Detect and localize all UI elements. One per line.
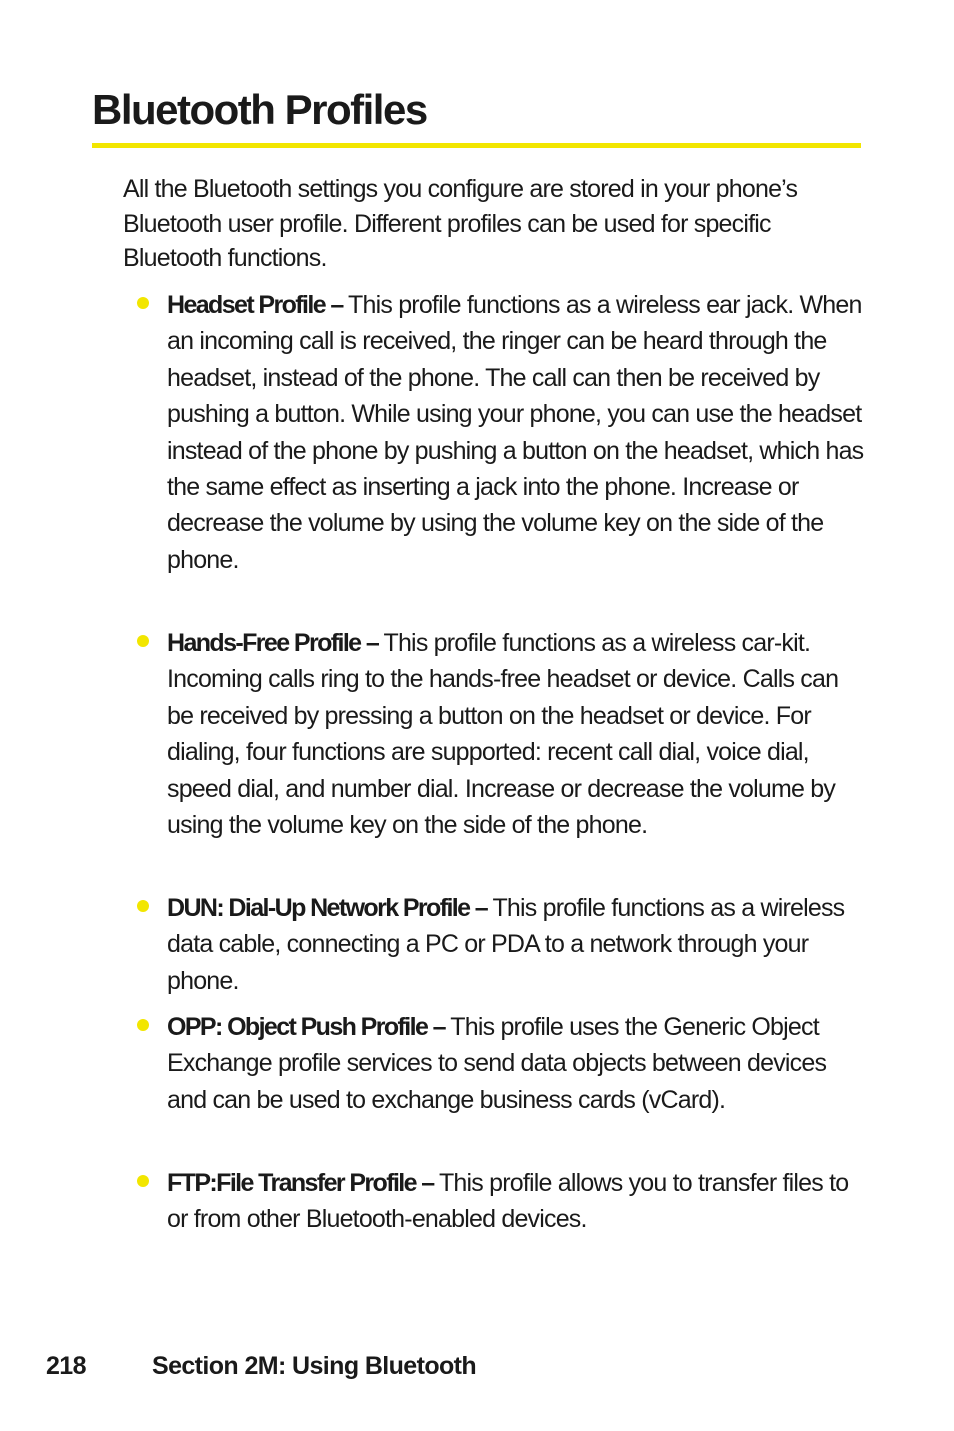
bullet-icon [137, 1175, 149, 1187]
profile-item-ftp [167, 1165, 867, 1238]
profile-description: This profile uses the Generic Object Exchange profile services to send data objects between devices and can be used to exchange business cards (vCard). [167, 1013, 827, 1114]
profile-item-headset [167, 287, 867, 578]
bullet-icon [137, 297, 149, 309]
profile-term: OPP: Object Push Profile – [167, 1013, 451, 1041]
bullet-icon [137, 635, 149, 647]
title-underline [92, 143, 861, 148]
profile-term: Hands-Free Profile – [167, 629, 384, 657]
profile-item-dun [167, 890, 867, 999]
page-footer [46, 1348, 476, 1384]
intro-paragraph: All the Bluetooth settings you configure are stored in your phone’s Bluetooth user profile. Different profiles can be used for specific Bluetooth functions. [123, 175, 798, 272]
profile-term: Headset Profile – [167, 291, 349, 319]
profile-description: This profile functions as a wireless data cable, connecting a PC or PDA to a network through your phone. [167, 894, 845, 995]
bullet-icon [137, 1019, 149, 1031]
profile-description: This profile allows you to transfer files to or from other Bluetooth-enabled devices. [167, 1169, 849, 1234]
section-title: Section 2M: Using Bluetooth [152, 1352, 477, 1380]
page-title: Bluetooth Profiles [92, 86, 427, 133]
profile-item-hands-free [167, 625, 867, 843]
page-number: 218 [46, 1352, 86, 1380]
profile-term: DUN: Dial-Up Network Profile – [167, 894, 493, 922]
bullet-icon [137, 900, 149, 912]
profile-item-opp [167, 1009, 867, 1118]
profile-term: FTP:File Transfer Profile – [167, 1169, 439, 1197]
profile-description: This profile functions as a wireless car-kit. Incoming calls ring to the hands-free headset or device. Calls can be received by pressing a button on the headset or device. For dialing, four functions are supported: recent call dial, voice dial, speed dial, and number dial. Increase or decrease the volume by using the volume key on the side of the phone. [167, 629, 839, 840]
profile-description: This profile functions as a wireless ear jack. When an incoming call is received, the ringer can be heard through the headset, instead of the phone. The call can then be received by pushing a button. While using your phone, you can use the headset instead of the phone by pushing a button on the headset, which has the same effect as inserting a jack into the phone. Increase or decrease the volume by using the volume key on the side of the phone. [167, 291, 864, 574]
